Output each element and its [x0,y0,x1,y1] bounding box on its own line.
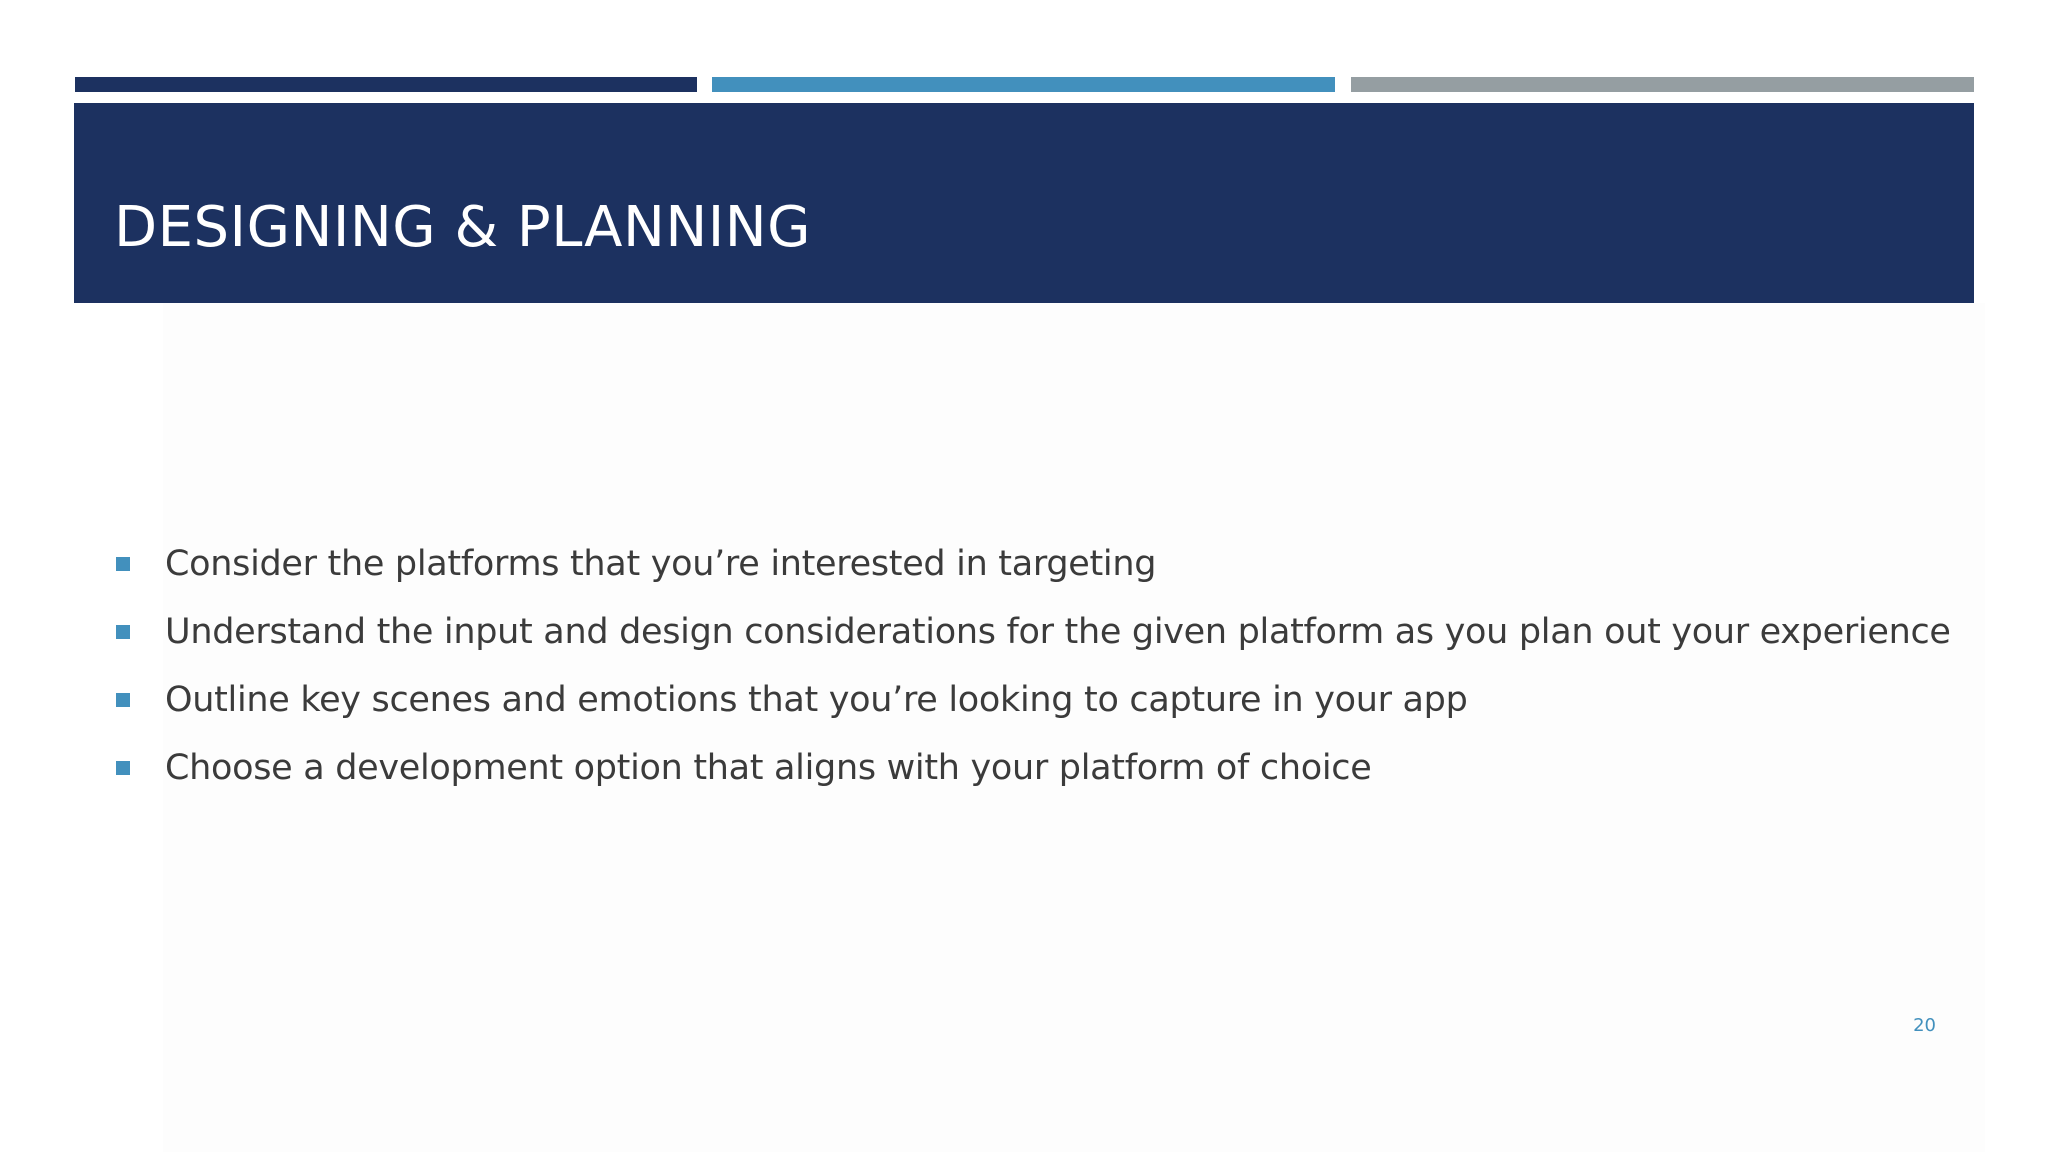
slide-number: 20 [1913,1015,1936,1036]
bullet-text: Understand the input and design considerations for the given platform as you plan out your experience [165,612,1951,652]
bullet-text: Consider the platforms that you’re interested in targeting [165,544,1157,584]
square-bullet-icon [116,693,130,707]
bullet-text: Outline key scenes and emotions that you’re looking to capture in your app [165,680,1468,720]
square-bullet-icon [116,625,130,639]
accent-bar-navy [75,77,697,92]
accent-bar-gray [1351,77,1974,92]
slide-title: DESIGNING & PLANNING [114,195,812,260]
accent-bar-blue [712,77,1335,92]
square-bullet-icon [116,761,130,775]
bullet-text: Choose a development option that aligns with your platform of choice [165,748,1372,788]
square-bullet-icon [116,557,130,571]
